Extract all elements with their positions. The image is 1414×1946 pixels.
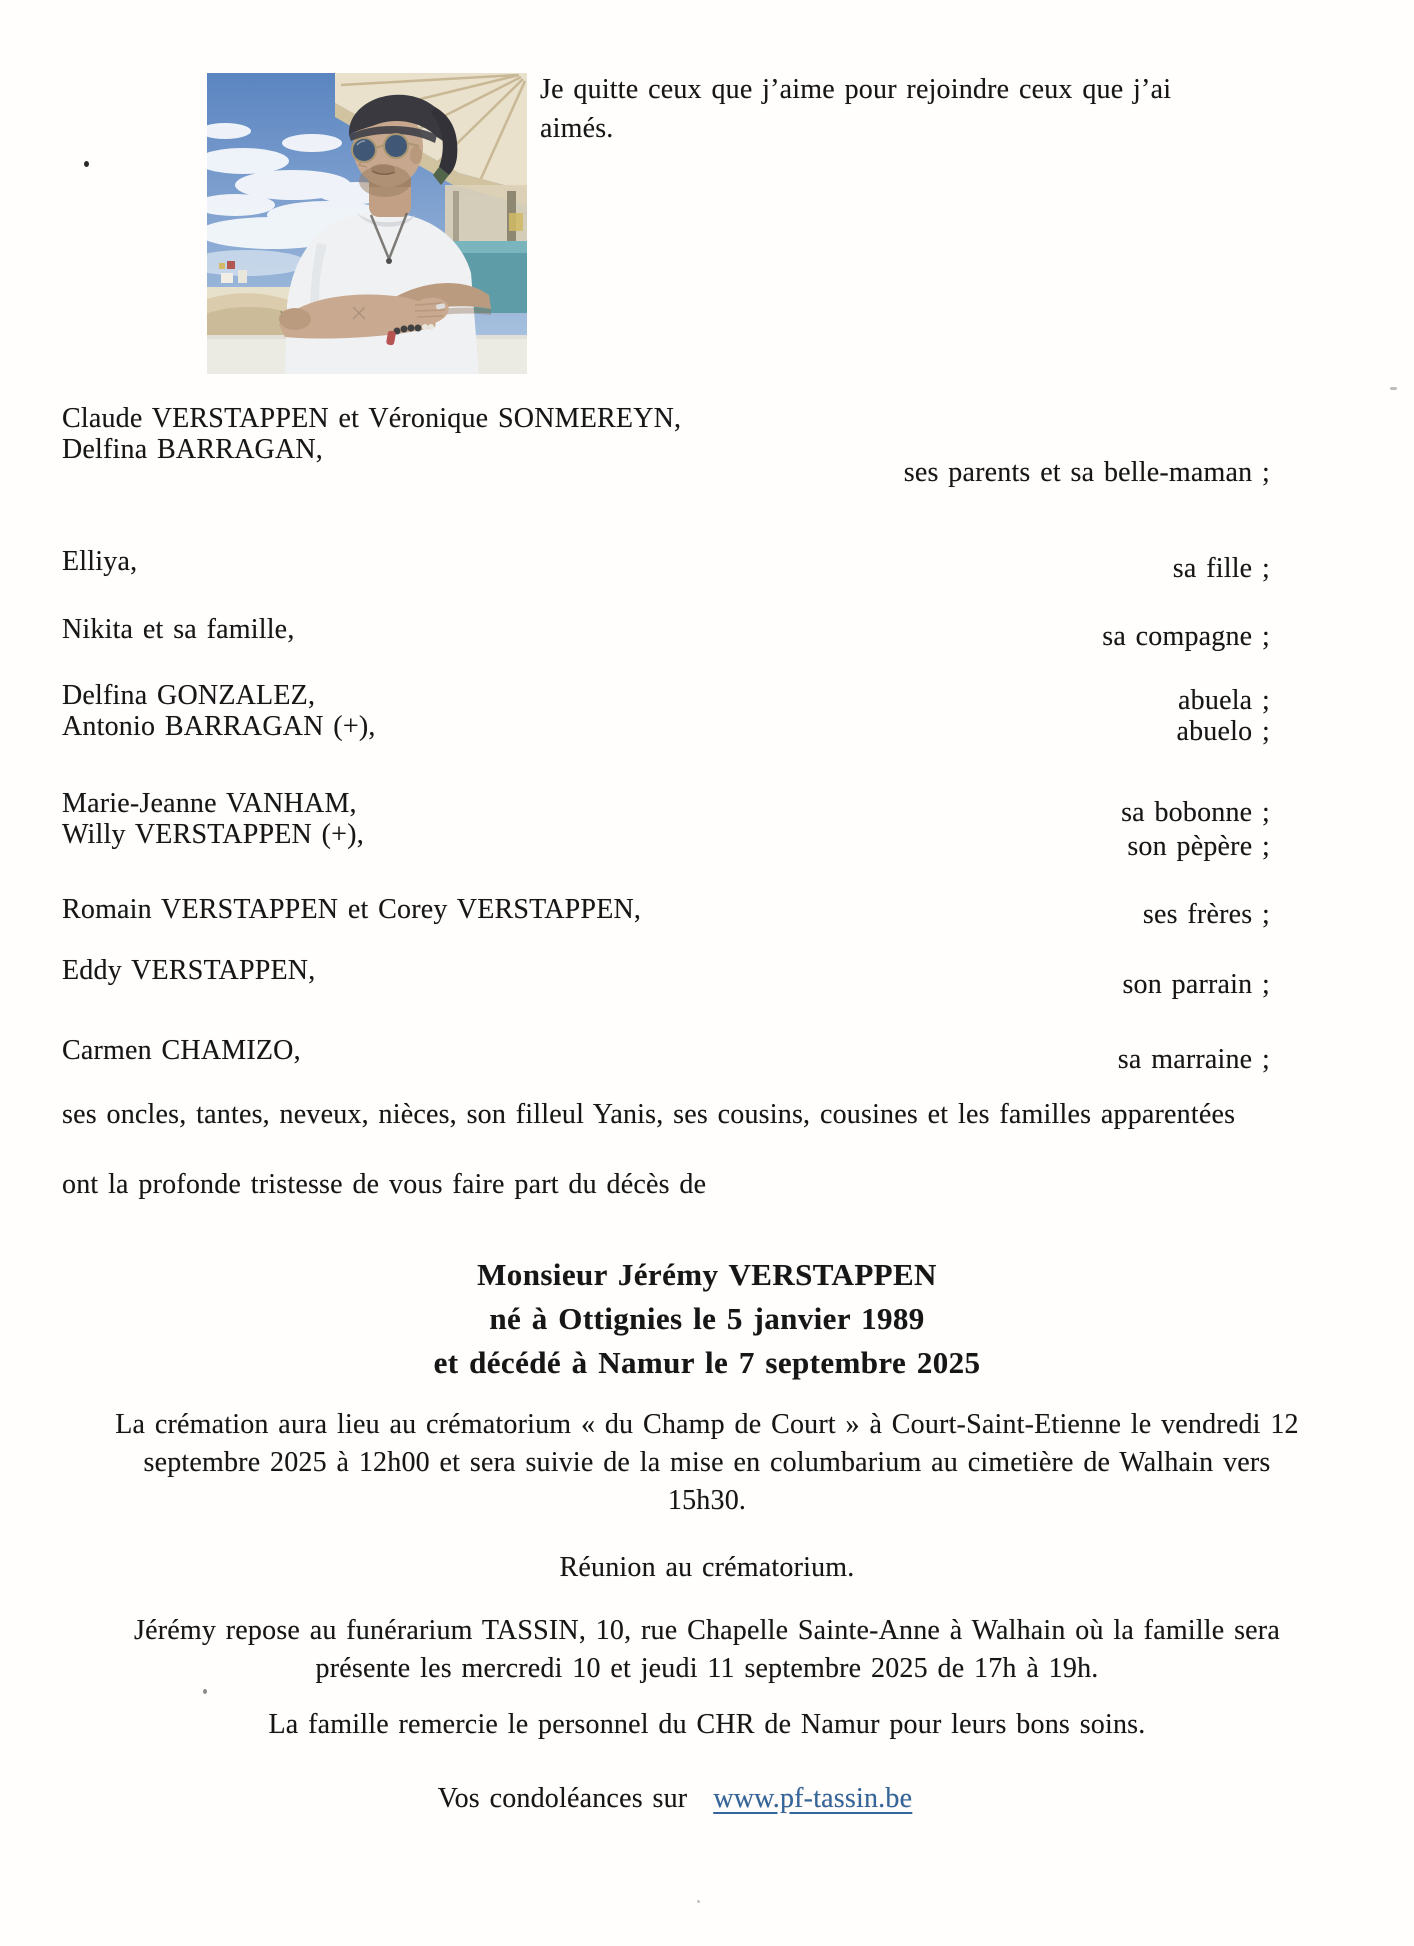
family-names-line: Willy VERSTAPPEN (+), bbox=[62, 819, 364, 850]
portrait-photo bbox=[207, 73, 527, 374]
family-names-line: Delfina BARRAGAN, bbox=[62, 434, 323, 465]
condolences-line bbox=[30, 1780, 1320, 1818]
deceased-death-line: et décédé à Namur le 7 septembre 2025 bbox=[433, 1345, 981, 1380]
reunion-line: Réunion au crématorium. bbox=[559, 1552, 855, 1583]
quote-line-2: aimés. bbox=[540, 113, 614, 144]
family-names-line: Eddy VERSTAPPEN, bbox=[62, 955, 316, 986]
condolences-link[interactable]: www.pf-tassin.be bbox=[713, 1783, 913, 1814]
deceased-announcement bbox=[62, 1253, 1352, 1385]
relatives-line: ses oncles, tantes, neveux, nièces, son filleul Yanis, ses cousins, cousines et les familles apparentées bbox=[62, 1099, 1236, 1130]
cremation-line: septembre 2025 à 12h00 et sera suivie de la mise en columbarium au cimetière de Walhain vers bbox=[143, 1447, 1271, 1478]
relation-label: sa compagne ; bbox=[1102, 621, 1270, 652]
family-row-brothers bbox=[62, 894, 1270, 930]
deceased-birth-line: né à Ottignies le 5 janvier 1989 bbox=[489, 1301, 925, 1336]
family-row-grandparents-2 bbox=[62, 788, 1270, 864]
family-row-parents bbox=[62, 403, 1270, 488]
family-row-godfather bbox=[62, 955, 1270, 1000]
scan-speck bbox=[697, 1900, 700, 1903]
relation-label: abuelo ; bbox=[1176, 716, 1270, 747]
condolences-prefix: Vos condoléances sur bbox=[437, 1783, 688, 1814]
scan-speck bbox=[203, 1689, 207, 1694]
repose-line: présente les mercredi 10 et jeudi 11 septembre 2025 de 17h à 19h. bbox=[315, 1653, 1099, 1684]
deceased-name: Monsieur Jérémy VERSTAPPEN bbox=[477, 1257, 937, 1292]
relation-label: son parrain ; bbox=[1122, 969, 1270, 1000]
quote-line-1: Je quitte ceux que j’aime pour rejoindre ceux que j’ai bbox=[540, 74, 1172, 105]
relation-label: sa fille ; bbox=[1172, 553, 1270, 584]
relation-label: son pèpère ; bbox=[1127, 831, 1270, 862]
memorial-quote bbox=[540, 70, 1190, 148]
family-names-line: Romain VERSTAPPEN et Corey VERSTAPPEN, bbox=[62, 894, 642, 925]
family-row-godmother bbox=[62, 1035, 1270, 1075]
relation-label: ses frères ; bbox=[1142, 899, 1270, 930]
family-names-line: Elliya, bbox=[62, 546, 138, 577]
relation-label: abuela ; bbox=[1178, 685, 1270, 716]
family-names-line: Marie-Jeanne VANHAM, bbox=[62, 788, 357, 819]
relation-label: sa marraine ; bbox=[1117, 1044, 1270, 1075]
scan-speck bbox=[1390, 387, 1397, 390]
announcement-line: ont la profonde tristesse de vous faire part du décès de bbox=[62, 1169, 707, 1200]
relation-label: sa bobonne ; bbox=[1121, 797, 1270, 828]
scan-speck bbox=[84, 161, 89, 167]
family-names-line: Claude VERSTAPPEN et Véronique SONMEREYN, bbox=[62, 403, 682, 434]
thanks-line: La famille remercie le personnel du CHR de Namur pour leurs bons soins. bbox=[268, 1709, 1146, 1740]
family-names-line: Antonio BARRAGAN (+), bbox=[62, 711, 376, 742]
ear bbox=[410, 146, 422, 164]
family-names-line: Nikita et sa famille, bbox=[62, 614, 295, 645]
repose-paragraph bbox=[62, 1612, 1352, 1688]
cremation-line: 15h30. bbox=[667, 1485, 747, 1516]
repose-line: Jérémy repose au funérarium TASSIN, 10, rue Chapelle Sainte-Anne à Walhain où la famille sera bbox=[134, 1615, 1280, 1646]
cremation-line: La crémation aura lieu au crématorium « du Champ de Court » à Court-Saint-Etienne le vendredi 12 bbox=[115, 1409, 1299, 1440]
family-names-line: Delfina GONZALEZ, bbox=[62, 680, 316, 711]
family-row-grandparents-1 bbox=[62, 680, 1270, 747]
cremation-paragraph bbox=[62, 1406, 1352, 1520]
family-names-line: Carmen CHAMIZO, bbox=[62, 1035, 301, 1066]
relation-label: ses parents et sa belle-maman ; bbox=[903, 457, 1270, 488]
family-row-partner bbox=[62, 614, 1270, 652]
family-row-daughter bbox=[62, 546, 1270, 584]
